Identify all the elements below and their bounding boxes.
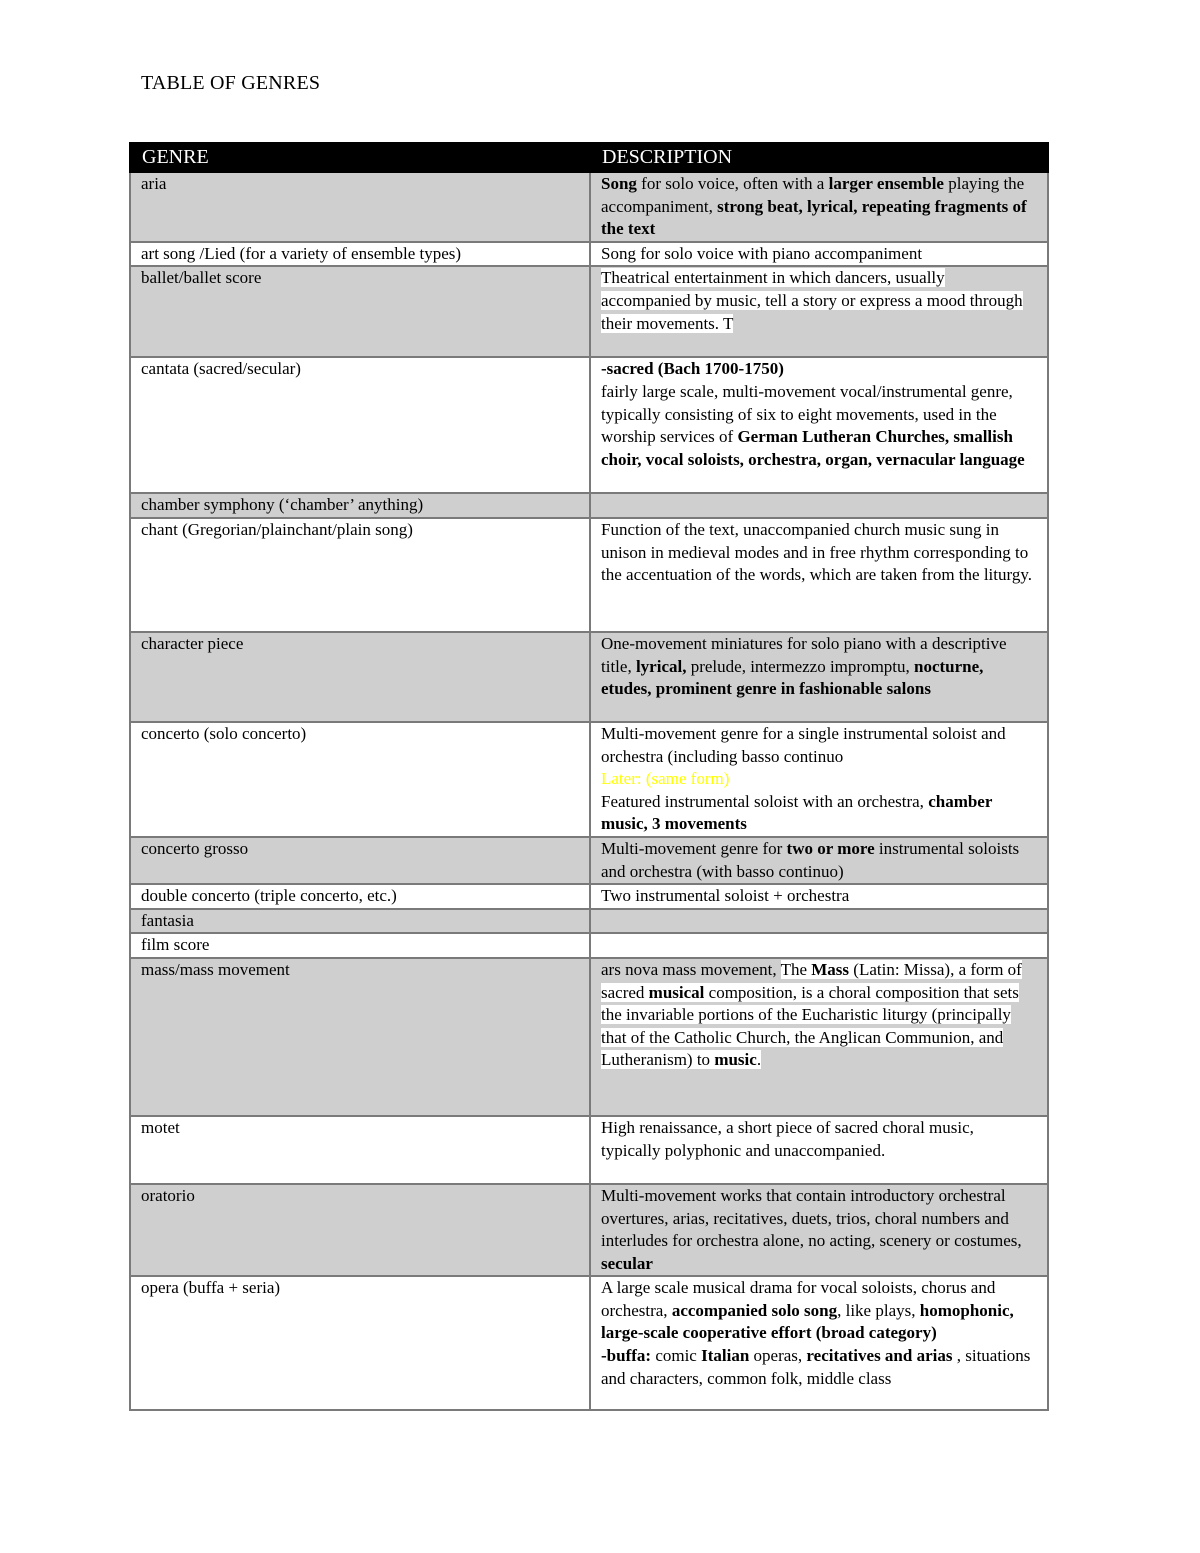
description-text: secular [601, 1253, 653, 1273]
table-row [130, 933, 1048, 958]
description-text: Theatrical entertainment in which dancers, usually accompanied by music, tell a story or express a mood through their movements. T [601, 268, 1023, 333]
description-text: larger ensemble [828, 174, 944, 193]
table-row [130, 837, 1048, 884]
table-header-row [130, 143, 1048, 172]
description-text: comic [651, 1346, 702, 1366]
genre-cell: fantasia [130, 909, 590, 934]
description-text: accompanied solo song [671, 1300, 838, 1320]
genre-cell: concerto grosso [130, 837, 590, 884]
description-text: nocturne, etudes, prominent genre in fashionable salons [601, 656, 984, 699]
description-cell [590, 1116, 1048, 1184]
description-text: (Latin: Missa), a form of sacred [601, 959, 1022, 1002]
description-cell [590, 933, 1048, 958]
description-text: A large scale musical drama for vocal soloists, chorus and orchestra, [601, 1278, 996, 1320]
table-row [130, 242, 1048, 267]
description-text: -buffa: [601, 1346, 652, 1366]
description-text: for solo voice, often with a [636, 174, 829, 193]
description-cell [590, 266, 1048, 357]
table-row [130, 909, 1048, 934]
description-cell [590, 518, 1048, 632]
table-row [130, 518, 1048, 632]
description-text: composition, is a choral composition that sets the invariable portions of the Eucharistic liturgy (principally that of the Catholic Church, the Anglican Communion, and Lutheranism) to [601, 982, 1019, 1070]
table-row [130, 1116, 1048, 1184]
description-text: fairly large scale, multi-movement vocal/instrumental genre, typically consisting of six to eight movements, used in the worship services of [601, 381, 1013, 447]
description-text: Function of the text, [601, 519, 744, 539]
genre-cell: mass/mass movement [130, 958, 590, 1116]
description-text: Multi-movement works that contain introductory orchestral overtures, arias, recitatives, duets, trios, choral numbers and interludes for orchestra alone, no acting, scenery or costumes, [601, 1185, 1022, 1251]
genre-cell: character piece [130, 632, 590, 722]
description-text: , situations and characters, common folk, middle class [601, 1346, 1031, 1388]
genre-cell: chamber symphony (‘chamber’ anything) [130, 493, 590, 518]
description-text: Two instrumental soloist + orchestra [601, 886, 850, 906]
description-text: -sacred (Bach 1700-1750) [601, 359, 784, 379]
description-text: music [714, 1050, 757, 1070]
description-text: ars nova mass movement, [601, 959, 781, 979]
description-cell [590, 909, 1048, 934]
table-row [130, 958, 1048, 1116]
description-text: a short piece of sacred choral music, typically polyphonic and unaccompanied. [601, 1117, 974, 1160]
description-text: two or more [786, 838, 875, 858]
description-cell [590, 837, 1048, 884]
description-cell [590, 958, 1048, 1116]
genre-cell: art song /Lied (for a variety of ensemble types) [130, 242, 590, 267]
genre-cell: oratorio [130, 1184, 590, 1276]
description-text: Mass [811, 959, 850, 979]
description-text: Song [601, 174, 637, 193]
description-cell [590, 357, 1048, 493]
description-column-header: DESCRIPTION [590, 143, 1048, 172]
genre-column-header: GENRE [130, 143, 590, 172]
description-text: unaccompanied church music sung in unison in medieval modes and in free rhythm corresponding to the accentuation of the words, which are taken from the liturgy. [601, 519, 1032, 585]
genre-cell: concerto (solo concerto) [130, 722, 590, 837]
description-text: instrumental soloists and orchestra (with basso continuo) [601, 838, 1020, 881]
description-text: operas, [749, 1346, 807, 1366]
document-title: TABLE OF GENRES [141, 72, 321, 94]
description-text: lyrical, [635, 656, 687, 676]
table-row [130, 172, 1048, 242]
genre-cell: ballet/ballet score [130, 266, 590, 357]
table-row [130, 357, 1048, 493]
description-cell [590, 242, 1048, 267]
table-row [130, 1276, 1048, 1410]
table-body [130, 172, 1048, 1410]
description-text: homophonic, large-scale cooperative effort (broad category) [601, 1300, 1014, 1343]
description-cell [590, 1276, 1048, 1410]
table-row [130, 632, 1048, 722]
description-text: Featured instrumental soloist with an orchestra, [601, 791, 929, 811]
genre-cell: chant (Gregorian/plainchant/plain song) [130, 518, 590, 632]
description-cell [590, 493, 1048, 518]
description-cell [590, 1184, 1048, 1276]
description-cell [590, 632, 1048, 722]
description-text: strong beat, lyrical, repeating fragments of the text [601, 196, 1027, 239]
description-cell [590, 722, 1048, 837]
description-text: Multi-movement genre for [601, 838, 787, 858]
genre-cell: aria [130, 172, 590, 242]
table-row [130, 884, 1048, 909]
genre-cell: double concerto (triple concerto, etc.) [130, 884, 590, 909]
description-text: recitatives and arias [806, 1346, 953, 1366]
description-text: Italian [701, 1346, 750, 1366]
genre-cell: film score [130, 933, 590, 958]
genre-cell: motet [130, 1116, 590, 1184]
description-text: Later: (same form) [601, 769, 730, 789]
description-text: Song for solo voice with piano accompaniment [601, 243, 923, 263]
description-text: playing the accompaniment, [601, 174, 1025, 216]
description-text: Multi-movement genre for a single instrumental soloist and orchestra (including basso continuo [601, 723, 1006, 766]
description-text: The [780, 959, 812, 979]
genre-cell: opera (buffa + seria) [130, 1276, 590, 1410]
description-text: . [756, 1050, 762, 1070]
genre-cell: cantata (sacred/secular) [130, 357, 590, 493]
table-row [130, 493, 1048, 518]
description-text: musical [648, 982, 705, 1002]
description-cell [590, 884, 1048, 909]
description-cell [590, 172, 1048, 242]
description-text: High renaissance, [601, 1117, 727, 1137]
table-row [130, 1184, 1048, 1276]
description-text: , like plays, [837, 1300, 920, 1320]
description-text: German Lutheran Churches, smallish choir, vocal soloists, orchestra, organ, vernacular language [601, 427, 1025, 469]
genres-table [129, 142, 1049, 1411]
description-text: One-movement miniatures for solo piano with a descriptive title, [601, 633, 1007, 676]
table-row [130, 722, 1048, 837]
description-text: prelude, intermezzo impromptu, [686, 656, 915, 676]
table-row [130, 266, 1048, 357]
description-text: chamber music, 3 movements [601, 791, 993, 834]
